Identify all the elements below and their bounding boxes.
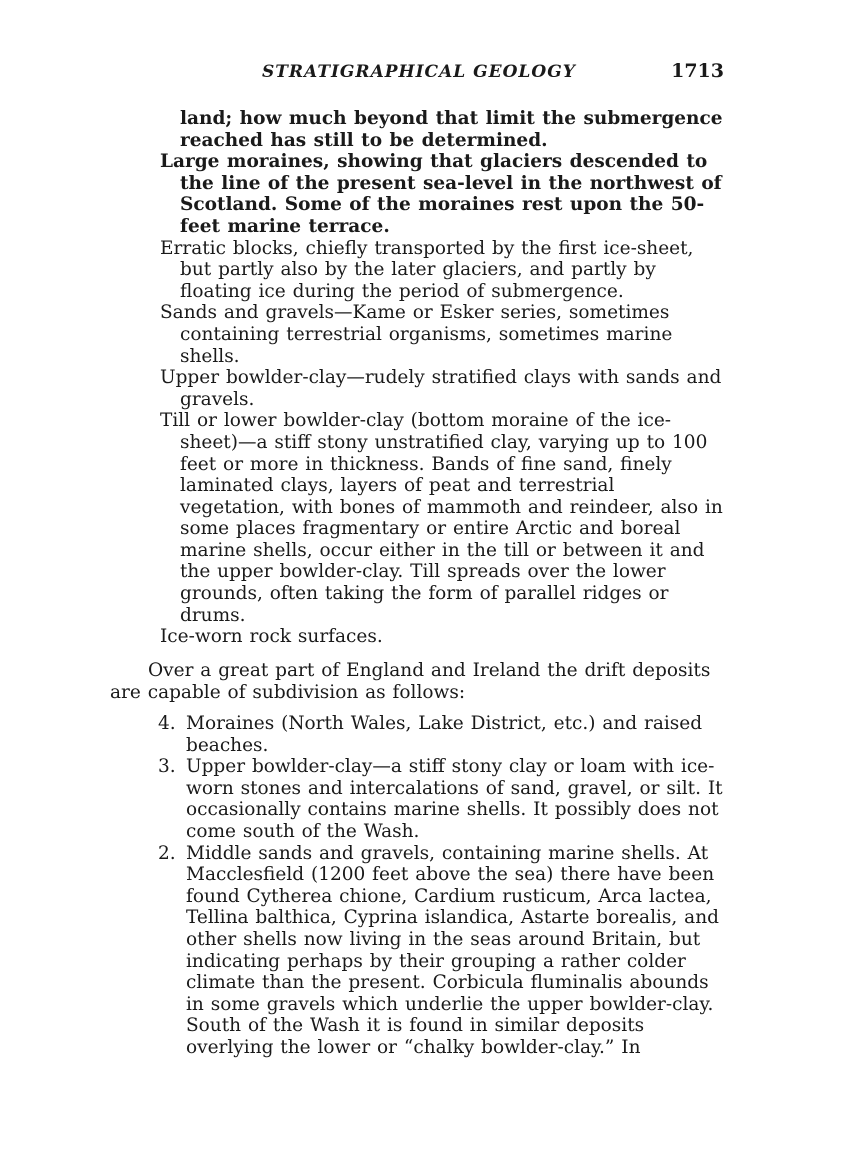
item-text: Upper bowlder-clay—a stiff stony clay or loam with ice-worn stones and intercalations of sand, gravel, or silt. It occasionally contains marine shells. It possibly does not come south of the Wash. [186,756,723,842]
list-entry-ice-worn-rock: Ice-worn rock surfaces. [160,626,383,648]
running-title: STRATIGRAPHICAL GEOLOGY [262,62,576,82]
england-ireland-paragraph: Over a great part of England and Ireland the drift deposits are capable of subdivision as follows: [110,660,711,703]
continuation-text: land; how much beyond that limit the submergence reached has still to be determined. [180,108,723,151]
page-number: 1713 [671,60,724,82]
numbered-item [158,713,723,756]
item-number: 4. [158,713,176,734]
item-number: 2. [158,842,176,864]
numbered-subdivision-list [158,713,723,1059]
list-entry-till: Till or lower bowlder-clay (bottom moraine of the ice-sheet)—a stiff stony unstratified clay, varying up to 100 feet or more in thickness. Bands of fine sand, finely laminated clays, layers of peat and terrestrial vegetation, with bones of mammoth and reindeer, also in some places fragmentary or entire Arctic and boreal marine shells, occur either in the till or between it and the upper bowlder-clay. Till spreads over the lower grounds, often taking the form of parallel ridges or drums. [160,410,723,626]
numbered-item [158,756,723,842]
numbered-item [158,843,723,1059]
list-entry-upper-bowlder-clay: Upper bowlder-clay—rudely stratified clays with sands and gravels. [160,367,722,410]
glacial-deposits-list-scotland [160,108,726,648]
list-entry-erratic-blocks: Erratic blocks, chiefly transported by the first ice-sheet, but partly also by the later glaciers, and partly by floating ice during the period of submergence. [160,237,694,302]
list-entry-sands-gravels: Sands and gravels—Kame or Esker series, sometimes containing terrestrial organisms, sometimes marine shells. [160,302,673,367]
item-text: Middle sands and gravels, containing marine shells. At Macclesfield (1200 feet above the sea) there have been found Cytherea chione, Cardium rusticum, Arca lactea, Tellina balthica, Cyprina islandica, Astarte borealis, and other shells now living in the seas around Britain, but indicating perhaps by their grouping a rather colder climate than the present. Corbicula fluminalis abounds in some gravels which underlie the upper bowlder-clay. South of the Wash it is found in similar deposits overlying the lower or “chalky bowlder-clay.” In [186,842,719,1058]
page-header [160,62,724,88]
item-number: 3. [158,756,176,778]
list-entry-large-moraines: Large moraines, showing that glaciers descended to the line of the present sea-level in the northwest of Scotland. Some of the moraines rest upon the 50-feet marine terrace. [160,151,722,237]
item-text: Moraines (North Wales, Lake District, etc.) and raised beaches. [186,713,703,756]
